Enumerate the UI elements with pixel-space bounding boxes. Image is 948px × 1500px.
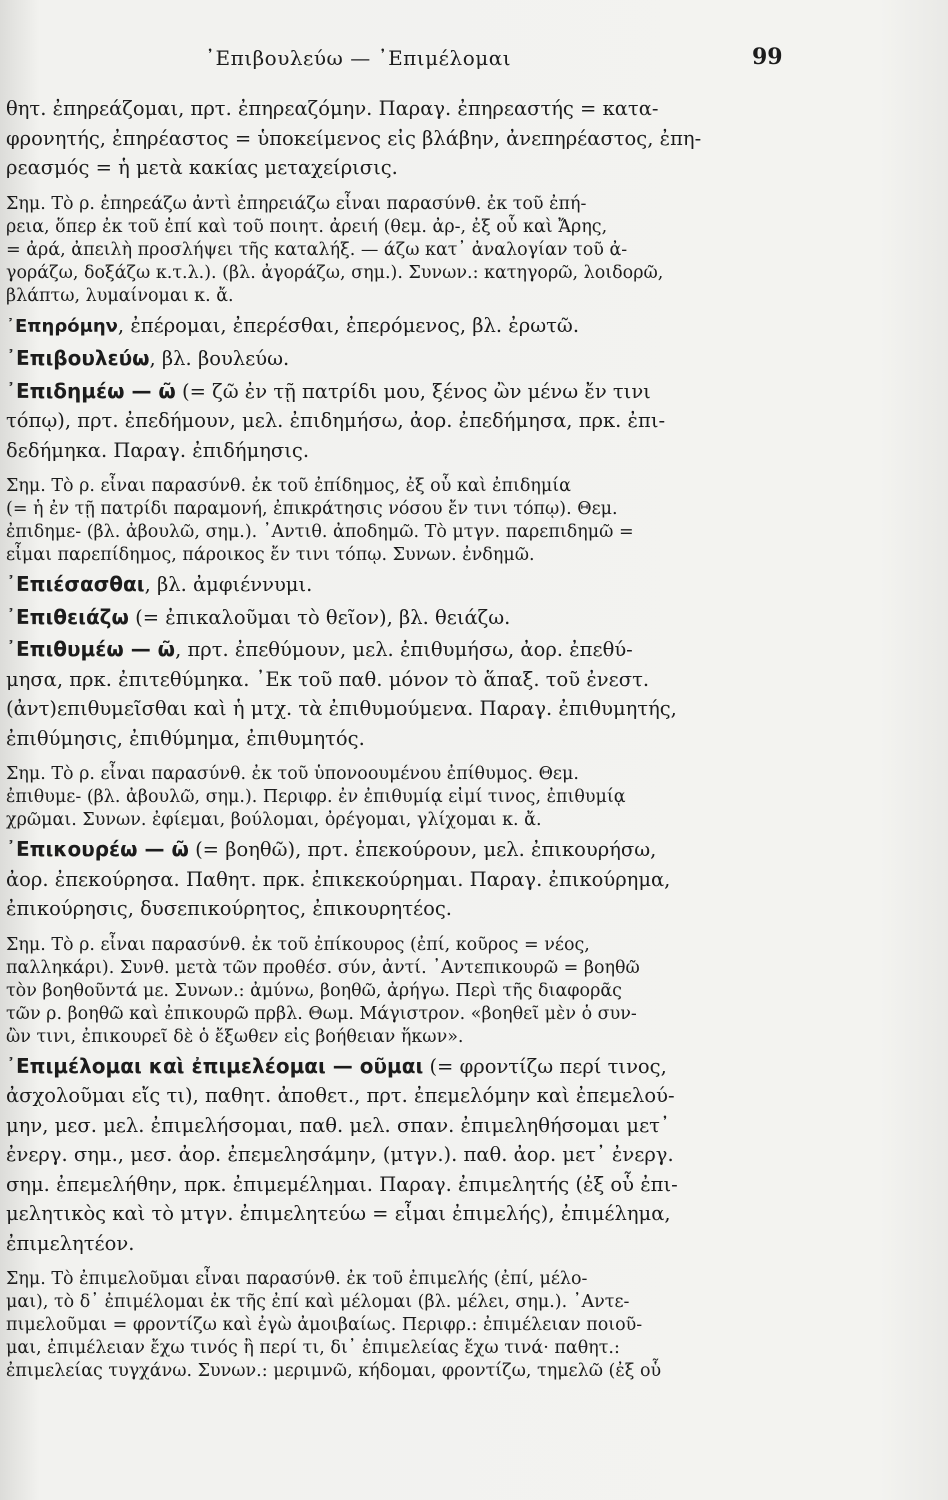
etymology-note bbox=[6, 1268, 796, 1383]
etymology-note bbox=[6, 193, 796, 308]
text-line: μησα, πρκ. ἐπιτεθύμηκα. ᾿Εκ τοῦ παθ. μόνον τὸ ἅπαξ. τοῦ ἐνεστ. bbox=[6, 667, 650, 691]
text-line: = ἀρά, ἀπειλὴ προσλήψει τῆς καταλήξ. — άζω κατ᾿ ἀναλογίαν τοῦ ἀ- bbox=[6, 239, 628, 260]
entry-headword: ᾿Επιέσασθαι bbox=[6, 572, 145, 596]
text-line: ὢν τινι, ἐπικουρεῖ δὲ ὁ ἔξωθεν εἰς βοήθειαν ἥκων». bbox=[6, 1026, 464, 1047]
running-head: ᾿Επιβουλεύω — ᾿Επιμέλομαι bbox=[205, 46, 512, 70]
text-line: ᾿Επιθυμέω — ῶ, πρτ. ἐπεθύμουν, μελ. ἐπιθυμήσω, ἀορ. ἐπεθύ- bbox=[6, 637, 633, 661]
text-line: τῶν ρ. βοηθῶ καὶ ἐπικουρῶ πρβλ. Θωμ. Μάγιστρον. «βοηθεῖ μὲν ὁ συν- bbox=[6, 1003, 637, 1024]
text-line: ρεια, ὅπερ ἐκ τοῦ ἐπί καὶ τοῦ ποιητ. ἀρειή (θεμ. ἀρ-, ἐξ οὗ καὶ Ἄρης, bbox=[6, 216, 608, 237]
entry-headword: ᾿Επικουρέω — ῶ bbox=[6, 837, 189, 861]
text-line: ᾿Επιβουλεύω, βλ. βουλεύω. bbox=[6, 346, 290, 370]
text-line: Σημ. Τὸ ρ. εἶναι παρασύνθ. ἐκ τοῦ ὑπονοουμένου ἐπίθυμος. Θεμ. bbox=[6, 764, 579, 784]
text-line: δεδήμηκα. Παραγ. ἐπιδήμησις. bbox=[6, 438, 310, 462]
text-line: γοράζω, δοξάζω κ.τ.λ.). (βλ. ἀγοράζω, σημ.). Συνων.: κατηγορῶ, λοιδορῶ, bbox=[6, 262, 664, 283]
dictionary-entry bbox=[6, 635, 796, 753]
text-line: σημ. ἐπεμελήθην, πρκ. ἐπιμεμέλημαι. Παραγ. ἐπιμελητής (ἐξ οὗ ἐπι- bbox=[6, 1172, 678, 1196]
etymology-note bbox=[6, 934, 796, 1049]
text-line: ᾿Επιδημέω — ῶ (= ζῶ ἐν τῇ πατρίδι μου, ξένος ὢν μένω ἔν τινι bbox=[6, 378, 651, 403]
text-line: Σημ. Τὸ ρ. εἶναι παρασύνθ. ἐκ τοῦ ἐπίκουρος (ἐπί, κοῦρος = νέος, bbox=[6, 934, 590, 955]
text-line: Σημ. Τὸ ρ. εἶναι παρασύνθ. ἐκ τοῦ ἐπίδημος, ἐξ οὗ καὶ ἐπιδημία bbox=[6, 476, 571, 496]
text-line: ᾿Επιμέλομαι καὶ ἐπιμελέομαι — οῦμαι (= φροντίζω περί τινος, bbox=[6, 1053, 667, 1078]
text-line: χρῶμαι. Συνων. ἐφίεμαι, βούλομαι, ὀρέγομαι, γλίχομαι κ. ἄ. bbox=[6, 810, 542, 830]
dictionary-entry bbox=[6, 570, 796, 600]
text-line: (= ἡ ἐν τῇ πατρίδι παραμονή, ἐπικράτησις νόσου ἔν τινι τόπῳ). Θεμ. bbox=[6, 499, 618, 519]
dictionary-entry bbox=[6, 835, 796, 924]
text-line: ᾿Επιθειάζω (= ἐπικαλοῦμαι τὸ θεῖον), βλ. θειάζω. bbox=[6, 604, 511, 629]
dictionary-entry bbox=[6, 603, 796, 633]
text-line: μαι, ἐπιμέλειαν ἔχω τινός ἢ περί τι, δι᾿ ἐπιμελείας ἔχω τινά· παθητ.: bbox=[6, 1338, 620, 1358]
text-line: θητ. ἐπηρεάζομαι, πρτ. ἐπηρεαζόμην. Παραγ. ἐπηρεαστής = κατα- bbox=[6, 97, 659, 120]
text-line: ἐπιθυμε- (βλ. ἀβουλῶ, σημ.). Περιφρ. ἐν ἐπιθυμίᾳ εἰμί τινος, ἐπιθυμίᾳ bbox=[6, 787, 626, 807]
text-line: ᾿Επιέσασθαι, βλ. ἀμφιέννυμι. bbox=[6, 572, 313, 596]
entry-headword: ᾿Επιδημέω — ῶ bbox=[6, 378, 176, 403]
text-line: Σημ. Τὸ ἐπιμελοῦμαι εἶναι παρασύνθ. ἐκ τοῦ ἐπιμελής (ἐπί, μέλο- bbox=[6, 1269, 588, 1289]
page-header bbox=[0, 42, 948, 82]
text-line: τόπῳ), πρτ. ἐπεδήμουν, μελ. ἐπιδημήσω, ἀορ. ἐπεδήμησα, πρκ. ἐπι- bbox=[6, 409, 666, 432]
text-line: μαι), τὸ δ᾿ ἐπιμέλομαι ἐκ τῆς ἐπί καὶ μέλομαι (βλ. μέλει, σημ.). ᾿Αντε- bbox=[6, 1292, 630, 1312]
entry-headword: ᾿Επιθειάζω bbox=[6, 604, 129, 629]
dictionary-entry bbox=[6, 344, 796, 374]
text-line: μελητικὸς καὶ τὸ μτγν. ἐπιμελητεύω = εἶμαι ἐπιμελής), ἐπιμέλημα, bbox=[6, 1202, 671, 1225]
text-line: ἐπιθύμησις, ἐπιθύμημα, ἐπιθυμητός. bbox=[6, 726, 365, 750]
text-line: μην, μεσ. μελ. ἐπιμελήσομαι, παθ. μελ. σπαν. ἐπιμεληθήσομαι μετ᾿ bbox=[6, 1113, 670, 1137]
page-body bbox=[6, 94, 796, 1383]
text-line: ἀορ. ἐπεκούρησα. Παθητ. πρκ. ἐπικεκούρημαι. Παραγ. ἐπικούρημα, bbox=[6, 867, 671, 891]
dictionary-entry bbox=[6, 311, 796, 342]
text-line: ρεασμός = ἡ μετὰ κακίας μεταχείρισις. bbox=[6, 156, 398, 179]
text-line: ᾿Επηρόμην, ἐπέρομαι, ἐπερέσθαι, ἐπερόμενος, βλ. ἐρωτῶ. bbox=[6, 313, 580, 337]
dictionary-entry bbox=[6, 1052, 796, 1259]
text-line: παλληκάρι). Συνθ. μετὰ τῶν προθέσ. σύν, ἀντί. ᾿Αντεπικουρῶ = βοηθῶ bbox=[6, 957, 640, 978]
entry-headword: ᾿Επιθυμέω — ῶ bbox=[6, 637, 176, 661]
entry-headword: ᾿Επιμέλομαι καὶ ἐπιμελέομαι — οῦμαι bbox=[6, 1053, 424, 1078]
text-line: Σημ. Τὸ ρ. ἐπηρεάζω ἀντὶ ἐπηρειάζω εἶναι παρασύνθ. ἐκ τοῦ ἐπή- bbox=[6, 193, 587, 214]
entry-headword: ᾿Επιβουλεύω bbox=[6, 346, 150, 370]
text-line: φρονητής, ἐπηρέαστος = ὑποκείμενος εἰς βλάβην, ἀνεπηρέαστος, ἐπη- bbox=[6, 126, 702, 150]
text-line: ἐνεργ. σημ., μεσ. ἀορ. ἐπεμελησάμην, (μτγν.). παθ. ἀορ. μετ᾿ ἐνεργ. bbox=[6, 1143, 674, 1166]
text-line: ἐπικούρησις, δυσεπικούρητος, ἐπικουρητέος. bbox=[6, 897, 452, 920]
text-line: ἀσχολοῦμαι εἴς τι), παθητ. ἀποθετ., πρτ. ἐπεμελόμην καὶ ἐπεμελού- bbox=[6, 1084, 675, 1107]
text-line: ᾿Επικουρέω — ῶ (= βοηθῶ), πρτ. ἐπεκούρουν, μελ. ἐπικουρήσω, bbox=[6, 837, 657, 861]
text-line: τὸν βοηθοῦντά με. Συνων.: ἀμύνω, βοηθῶ, ἀρήγω. Περὶ τῆς διαφορᾶς bbox=[6, 980, 622, 1001]
text-line: εἶμαι παρεπίδημος, πάροικος ἔν τινι τόπῳ. Συνων. ἐνδημῶ. bbox=[6, 545, 535, 565]
text-line: ἐπιμελείας τυγχάνω. Συνων.: μεριμνῶ, κήδομαι, φροντίζω, τημελῶ (ἐξ οὗ bbox=[6, 1361, 662, 1381]
etymology-note bbox=[6, 763, 796, 832]
entry-continuation bbox=[6, 94, 796, 183]
text-line: βλάπτω, λυμαίνομαι κ. ἄ. bbox=[6, 285, 234, 306]
dictionary-entry bbox=[6, 377, 796, 466]
entry-headword: ᾿Επηρόμην bbox=[6, 315, 118, 337]
text-line: ἐπιμελητέον. bbox=[6, 1231, 135, 1255]
etymology-note bbox=[6, 475, 796, 567]
text-line: ἐπιδημε- (βλ. ἀβουλῶ, σημ.). ᾿Αντιθ. ἀποδημῶ. Τὸ μτγν. παρεπιδημῶ = bbox=[6, 522, 634, 542]
text-line: (ἀντ)επιθυμεῖσθαι καὶ ἡ μτχ. τὰ ἐπιθυμούμενα. Παραγ. ἐπιθυμητής, bbox=[6, 697, 677, 720]
text-line: πιμελοῦμαι = φροντίζω καὶ ἐγὼ ἀμοιβαίως. Περιφρ.: ἐπιμέλειαν ποιοῦ- bbox=[6, 1315, 643, 1335]
page-number: 99 bbox=[752, 44, 783, 70]
